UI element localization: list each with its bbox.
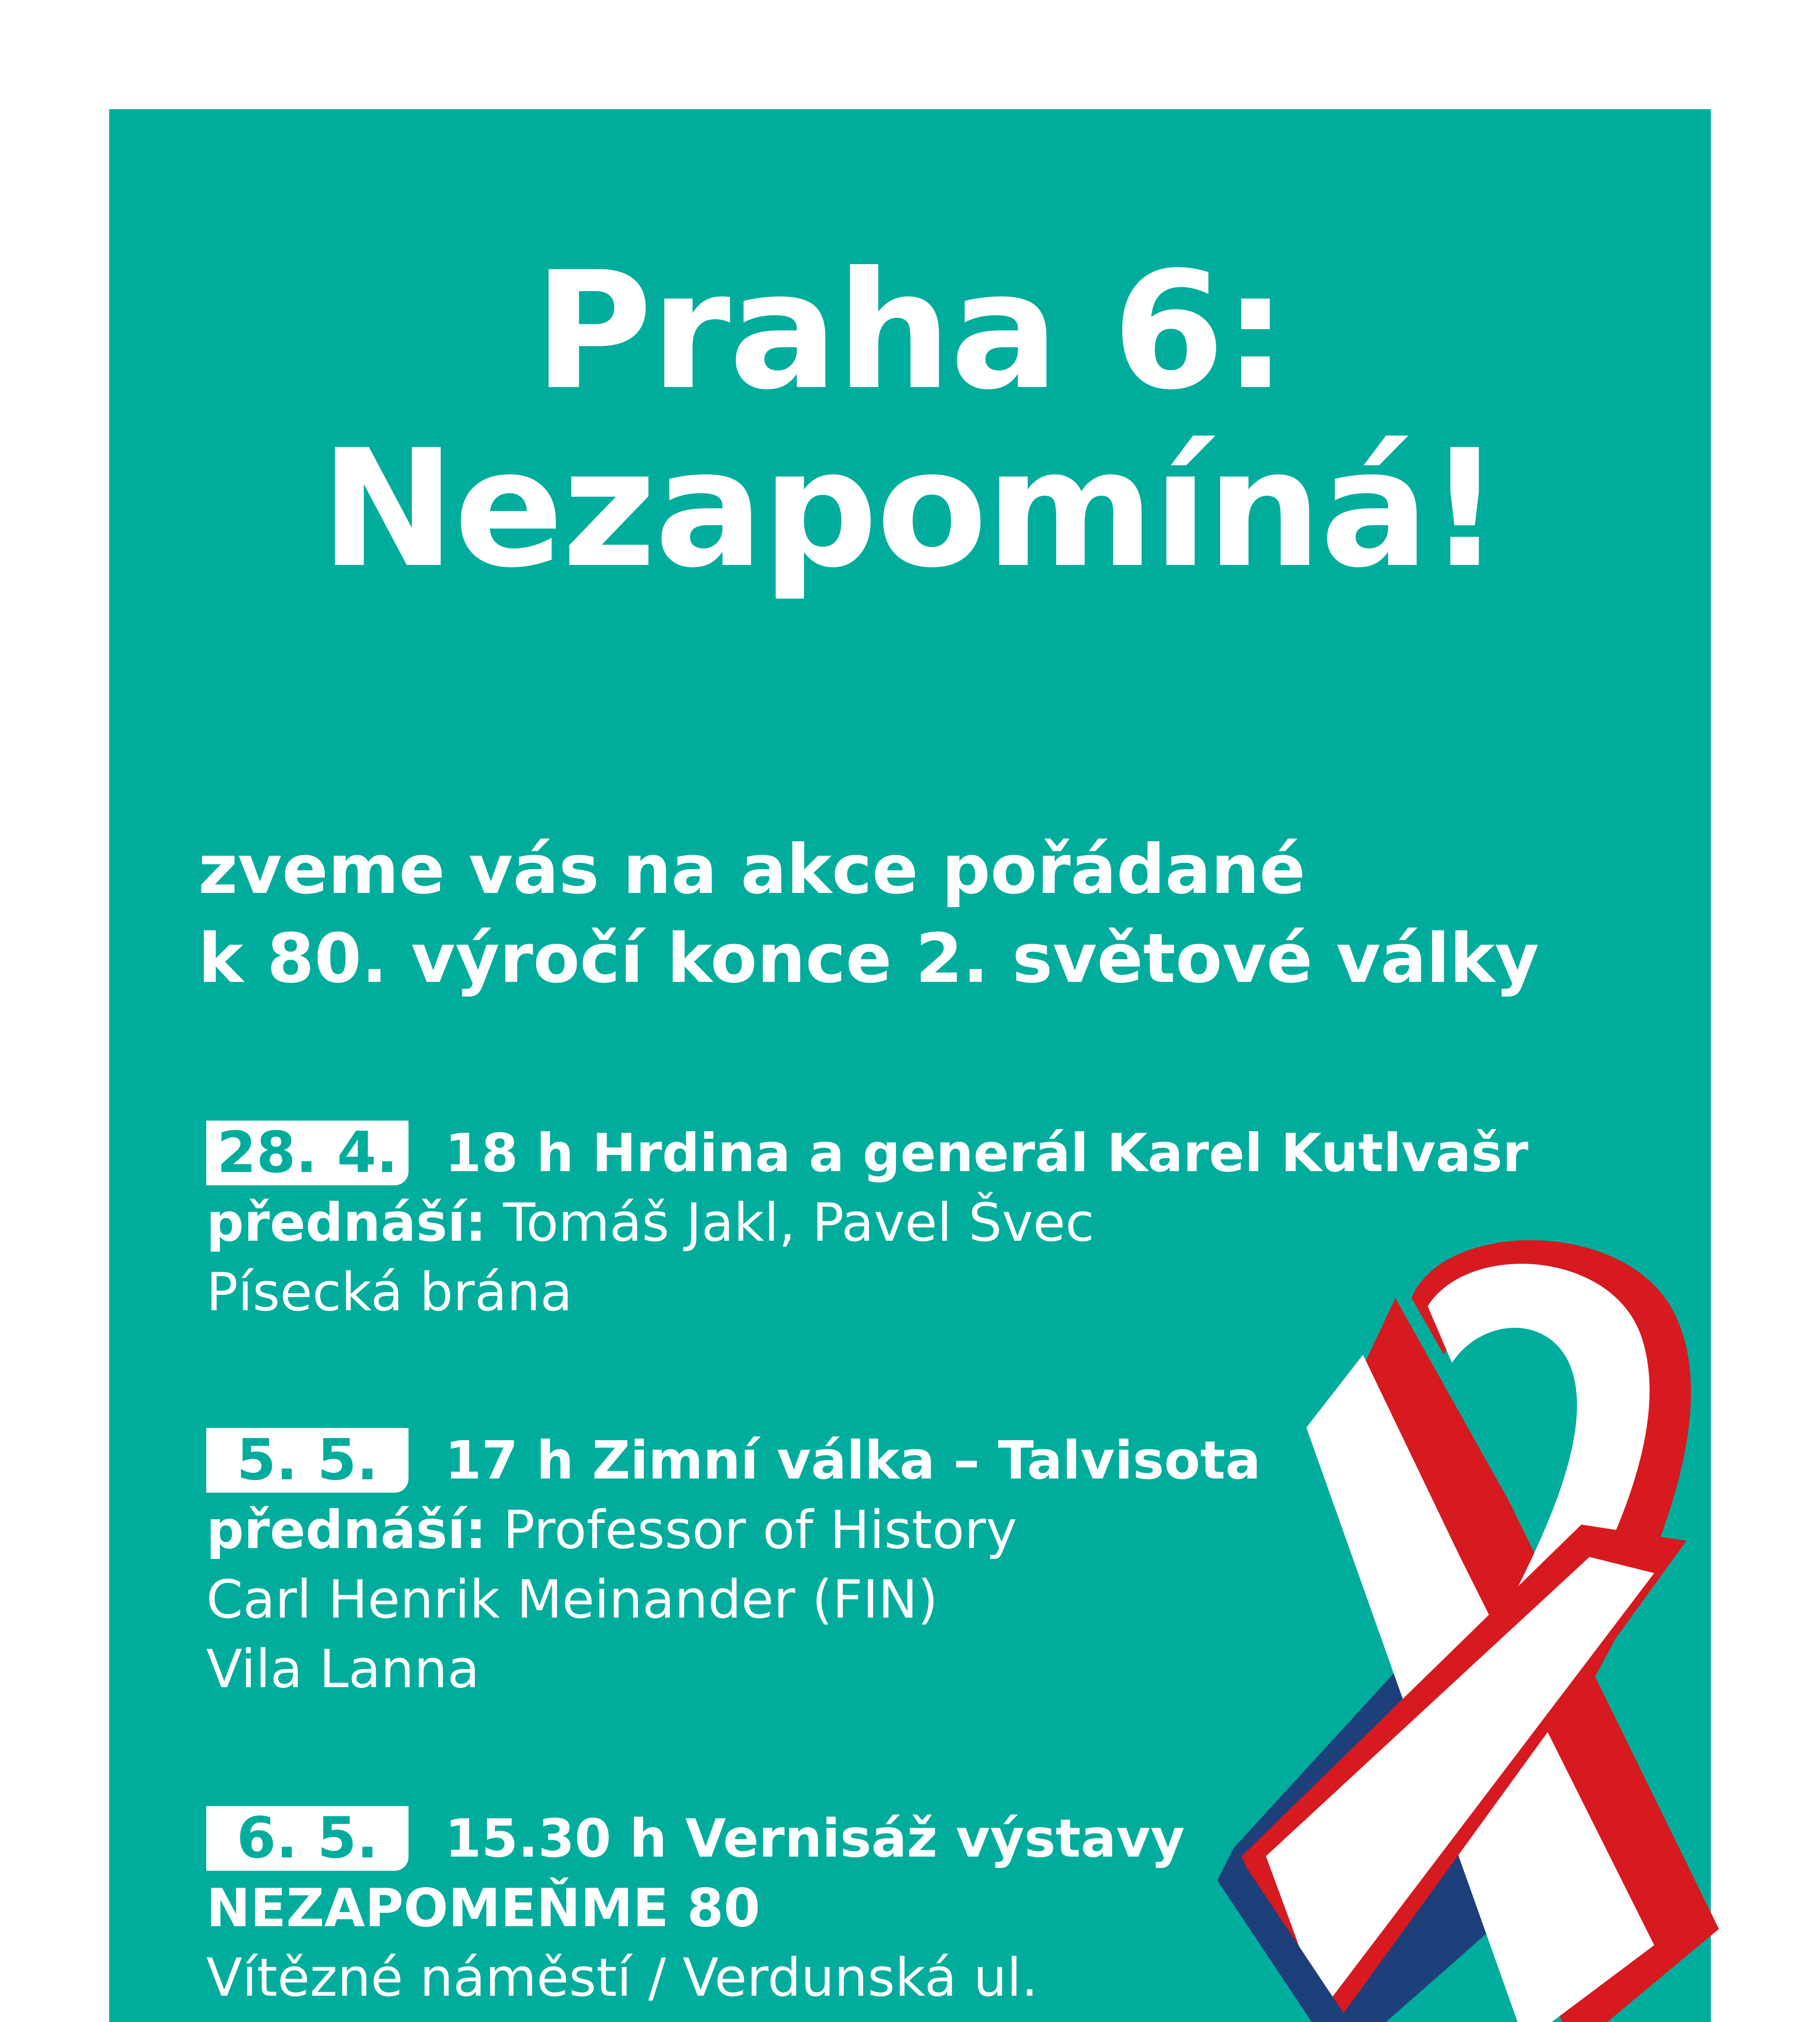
- event-headline: 17 h Zimní válka – Talvisota: [445, 1430, 1261, 1491]
- speaker-label: přednáší:: [206, 1192, 487, 1253]
- event-venue: Písecká brána: [206, 1261, 573, 1323]
- event-date: 6. 5.: [206, 1806, 408, 1871]
- invitation-panel: [109, 109, 1711, 2022]
- speakers-continued: Carl Henrik Meinander (FIN): [206, 1569, 938, 1630]
- event-venue: Vítězné náměstí / Verdunská ul.: [206, 1947, 1038, 2008]
- event-subtitle: NEZAPOMEŇME 80: [206, 1877, 760, 1939]
- event-headline: 15.30 h Vernisáž výstavy: [445, 1808, 1185, 1869]
- title-line-2: Nezapomíná!: [320, 415, 1500, 603]
- title-line-1: Praha 6:: [533, 237, 1287, 425]
- intro-line-1: zveme vás na akce pořádané: [198, 830, 1306, 909]
- event-headline: 18 h Hrdina a generál Karel Kutlvašr: [445, 1122, 1528, 1184]
- intro-line-2: k 80. výročí konce 2. světové války: [198, 919, 1539, 998]
- event-date: 5. 5.: [206, 1428, 408, 1493]
- event-venue: Vila Lanna: [206, 1638, 480, 1700]
- event-date: 28. 4.: [206, 1121, 408, 1185]
- speaker-label: přednáší:: [206, 1499, 487, 1561]
- speakers: Tomáš Jakl, Pavel Švec: [486, 1192, 1094, 1253]
- awareness-ribbon-icon: [1201, 1233, 1767, 2022]
- speakers: Professor of History: [486, 1499, 1017, 1561]
